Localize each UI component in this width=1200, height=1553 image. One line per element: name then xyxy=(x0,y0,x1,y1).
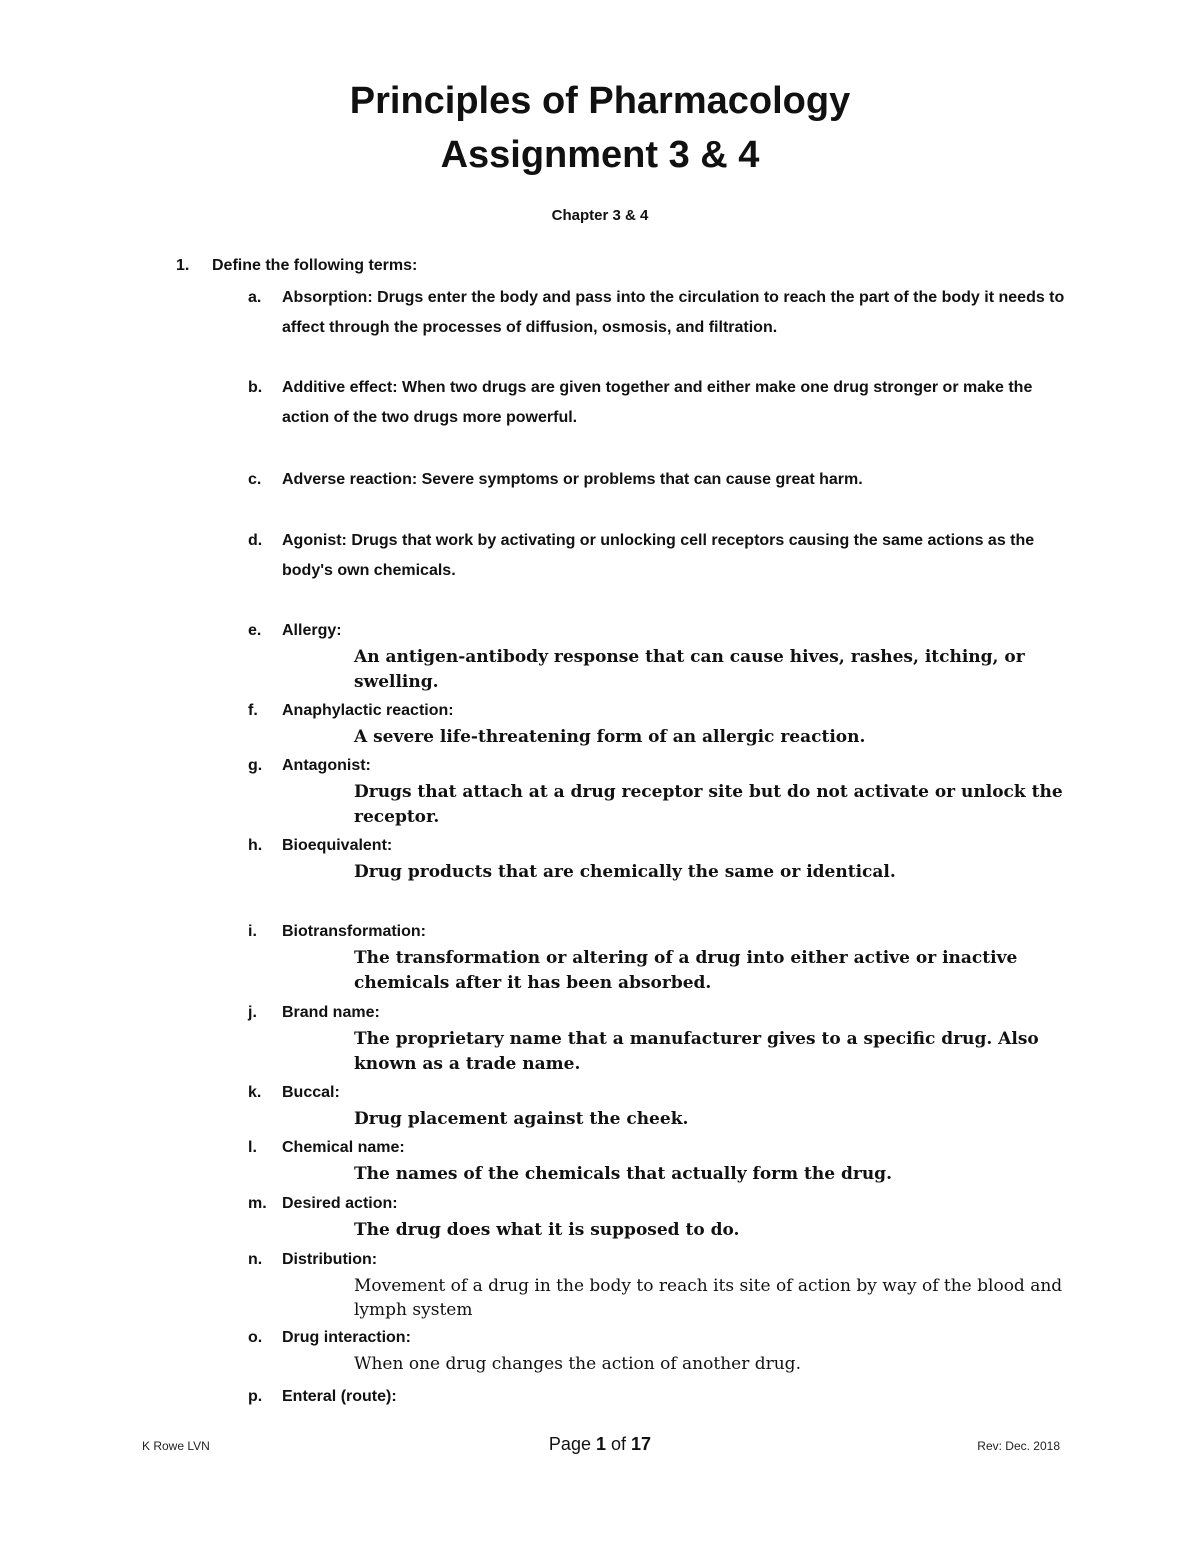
definition-biotransformation: The transformation or altering of a drug into either active or inactive chemicals after it has been absorbed. xyxy=(354,948,1018,993)
term-drug-interaction: Drug interaction: xyxy=(282,1329,411,1346)
page-word: Page xyxy=(548,1434,591,1454)
term-agonist: Agonist: Drugs that work by activating or unlocking cell receptors causing the same actions as the body's own chemicals. xyxy=(282,532,1035,579)
definition-anaphylactic-reaction: A severe life-threatening form of an allergic reaction. xyxy=(354,727,866,747)
list-letter: c. xyxy=(248,471,262,488)
footer-author: K Rowe LVN xyxy=(142,1439,210,1453)
definition-bioequivalent: Drug products that are chemically the same or identical. xyxy=(354,862,896,882)
of-word: of xyxy=(611,1434,627,1454)
list-letter: l. xyxy=(248,1139,257,1156)
definition-buccal: Drug placement against the cheek. xyxy=(354,1109,689,1129)
list-letter: m. xyxy=(248,1195,267,1212)
definition-antagonist: Drugs that attach at a drug receptor site but do not activate or unlock the receptor. xyxy=(354,782,1063,827)
definition-allergy: An antigen-antibody response that can cause hives, rashes, itching, or swelling. xyxy=(354,647,1025,692)
term-chemical-name: Chemical name: xyxy=(282,1139,405,1156)
term-buccal: Buccal: xyxy=(282,1084,340,1101)
list-letter: d. xyxy=(248,532,263,549)
term-anaphylactic-reaction: Anaphylactic reaction: xyxy=(282,702,454,719)
term-antagonist: Antagonist: xyxy=(282,757,371,774)
question-number: 1. xyxy=(176,257,190,274)
list-letter: n. xyxy=(248,1251,263,1268)
list-letter: i. xyxy=(248,923,257,940)
definition-desired-action: The drug does what it is supposed to do. xyxy=(354,1220,740,1240)
list-letter: h. xyxy=(248,837,263,854)
term-biotransformation: Biotransformation: xyxy=(282,923,426,940)
definition-drug-interaction: When one drug changes the action of another drug. xyxy=(354,1354,801,1374)
list-letter: b. xyxy=(248,379,263,396)
list-letter: k. xyxy=(248,1084,262,1101)
footer-revision: Rev: Dec. 2018 xyxy=(977,1439,1060,1453)
definition-brand-name: The proprietary name that a manufacturer gives to a specific drug. Also known as a trade name. xyxy=(354,1029,1039,1074)
term-desired-action: Desired action: xyxy=(282,1195,398,1212)
term-additive-effect: Additive effect: When two drugs are given together and either make one drug stronger or make the action of the two drugs more powerful. xyxy=(282,379,1033,426)
total-pages: 17 xyxy=(631,1434,652,1454)
term-enteral-route: Enteral (route): xyxy=(282,1388,397,1405)
term-bioequivalent: Bioequivalent: xyxy=(282,837,393,854)
term-distribution: Distribution: xyxy=(282,1251,378,1268)
term-adverse-reaction: Adverse reaction: Severe symptoms or problems that can cause great harm. xyxy=(282,471,863,488)
list-letter: p. xyxy=(248,1388,263,1405)
list-letter: e. xyxy=(248,622,262,639)
list-letter: a. xyxy=(248,289,262,306)
assignment-title: Assignment 3 & 4 xyxy=(440,134,760,176)
question-text: Define the following terms: xyxy=(212,257,418,274)
definition-chemical-name: The names of the chemicals that actually form the drug. xyxy=(354,1164,892,1184)
term-brand-name: Brand name: xyxy=(282,1004,380,1021)
term-allergy: Allergy: xyxy=(282,622,342,639)
chapter-heading: Chapter 3 & 4 xyxy=(551,207,649,224)
current-page: 1 xyxy=(595,1434,606,1454)
list-letter: o. xyxy=(248,1329,263,1346)
definition-distribution: Movement of a drug in the body to reach its site of action by way of the blood and lymph system xyxy=(354,1276,1063,1320)
term-absorption: Absorption: Drugs enter the body and pass into the circulation to reach the part of the body it needs to affect through the processes of diffusion, osmosis, and filtration. xyxy=(282,289,1065,336)
list-letter: j. xyxy=(248,1004,257,1021)
list-letter: g. xyxy=(248,757,263,774)
document-title: Principles of Pharmacology xyxy=(349,80,851,122)
list-letter: f. xyxy=(248,702,258,719)
